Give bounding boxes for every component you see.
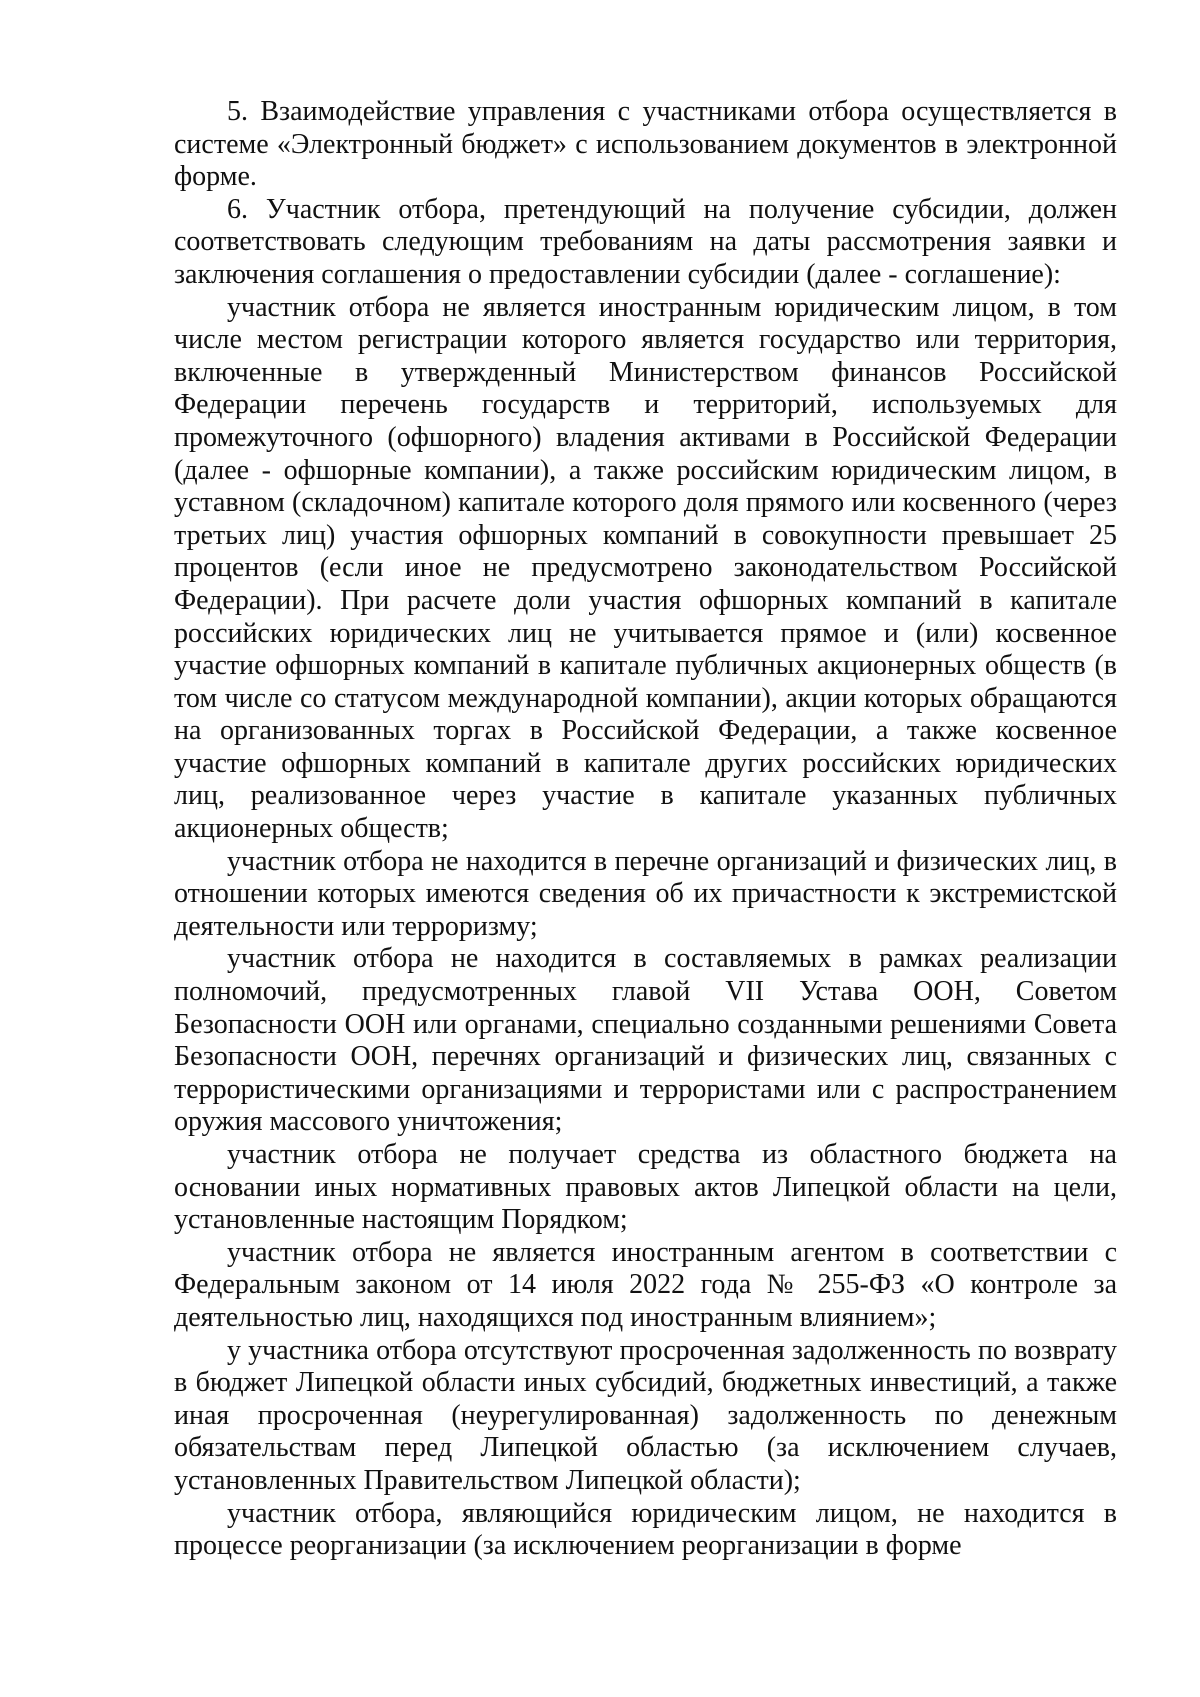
document-page	[174, 96, 1117, 1563]
requirement-not-in-un-lists: участник отбора не находится в составляемых в рамках реализации полномочий, предусмотренных главой VII Устава ООН, Советом Безопасности ООН или органами, специально созданными решениями Совета Безопасности ООН, перечнях организаций и физических лиц, связанных с террористическими организациями и террористами или с распространением оружия массового уничтожения;	[174, 943, 1117, 1138]
requirement-no-overdue-debt: у участника отбора отсутствуют просроченная задолженность по возврату в бюджет Липецкой области иных субсидий, бюджетных инвестиций, а также иная просроченная (неурегулированная) задолженность по денежным обязательствам перед Липецкой областью (за исключением случаев, установленных Правительством Липецкой области);	[174, 1334, 1117, 1496]
paragraph-5-electronic-budget: 5. Взаимодействие управления с участниками отбора осуществляется в системе «Электронный бюджет» с использованием документов в электронной форме.	[174, 96, 1117, 193]
requirement-not-in-reorganization: участник отбора, являющийся юридическим лицом, не находится в процессе реорганизации (за исключением реорганизации в форме	[174, 1497, 1117, 1562]
requirement-not-foreign-agent: участник отбора не является иностранным агентом в соответствии с Федеральным законом от 14 июля 2022 года № 255-ФЗ «О контроле за деятельностью лиц, находящихся под иностранным влиянием»;	[174, 1236, 1117, 1333]
requirement-not-in-extremism-list: участник отбора не находится в перечне организаций и физических лиц, в отношении которых имеются сведения об их причастности к экстремистской деятельности или терроризму;	[174, 845, 1117, 942]
requirement-no-other-budget-funds: участник отбора не получает средства из областного бюджета на основании иных нормативных правовых актов Липецкой области на цели, установленные настоящим Порядком;	[174, 1139, 1117, 1236]
requirement-not-foreign-entity: участник отбора не является иностранным юридическим лицом, в том числе местом регистрации которого является государство или территория, включенные в утвержденный Министерством финансов Российской Федерации перечень государств и территорий, используемых для промежуточного (офшорного) владения активами в Российской Федерации (далее - офшорные компании), а также российским юридическим лицом, в уставном (складочном) капитале которого доля прямого или косвенного (через третьих лиц) участия офшорных компаний в совокупности превышает 25 процентов (если иное не предусмотрено законодательством Российской Федерации). При расчете доли участия офшорных компаний в капитале российских юридических лиц не учитывается прямое и (или) косвенное участие офшорных компаний в капитале публичных акционерных обществ (в том числе со статусом международной компании), акции которых обращаются на организованных торгах в Российской Федерации, а также косвенное участие офшорных компаний в капитале других российских юридических лиц, реализованное через участие в капитале указанных публичных акционерных обществ;	[174, 291, 1117, 845]
paragraph-6-participant-requirements: 6. Участник отбора, претендующий на получение субсидии, должен соответствовать следующим требованиям на даты рассмотрения заявки и заключения соглашения о предоставлении субсидии (далее - соглашение):	[174, 193, 1117, 290]
